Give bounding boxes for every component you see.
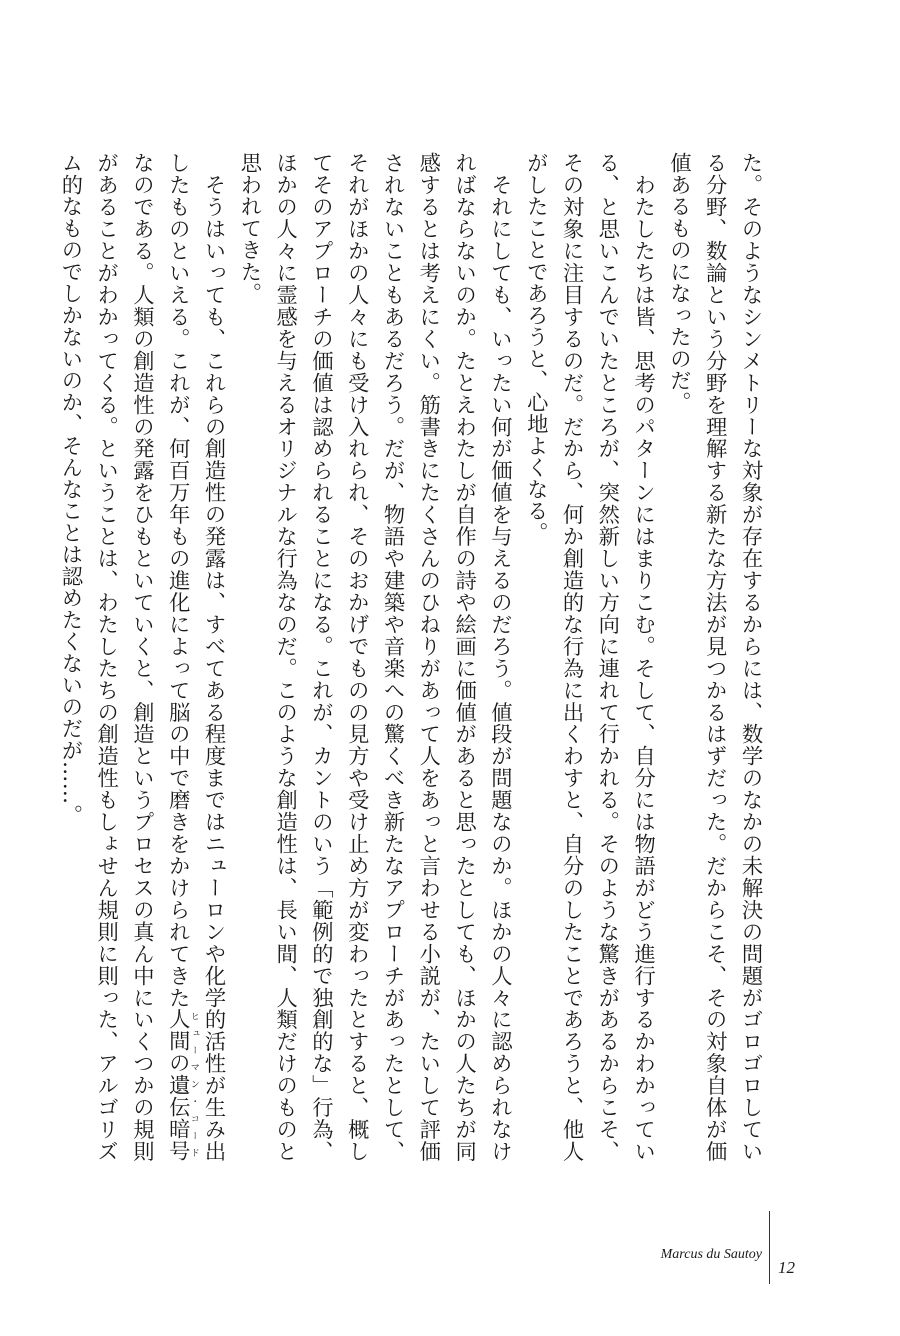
paragraph-text: なのである。人類の創造性の発露をひもといていくと、創造というプロセスの真ん中にいくつかの規則があることがわかってくる。ということは、わたしたちの創造性もしょせん規則に則った、アルゴリズム的なものでしかないのか、そんなことは認めたくないのだが……。 xyxy=(57,152,155,1162)
paragraph-text: そうはいっても、これらの創造性の発露は、すべてある程度まではニューロンや化学的活性が生み出したものといえる。これが、何百万年もの進化によって脳の中で磨きをかけられてきた xyxy=(165,152,227,1162)
body-text xyxy=(57,152,768,1163)
paragraph: それにしても、いったい何が価値を与えるのだろう。値段が問題なのか。ほかの人々に認められなければならないのか。たとえわたしが自作の詩や絵画に価値があると思ったとしても、ほかの人たちが同感するとは考えにくい。筋書きにたくさんのひねりがあって人をあっと言わせる小説が、たいして評価されないこともあるだろう。だが、物語や建築や音楽への驚くべき新たなアプローチがあったとして、それがほかの人々にも受け入れられ、そのおかげでものの見方や受け止め方が変わったとすると、概してそのアプローチの価値は認められることになる。これが、カントのいう「範例的で独創的な」行為、ほかの人々に霊感を与えるオリジナルな行為なのだ。このような創造性は、長い間、人類だけのものと思われてきた。 xyxy=(236,152,513,1162)
footer-divider xyxy=(769,1211,770,1284)
ruby-reading: ヒューマン・コード xyxy=(188,1008,199,1162)
paragraph: わたしたちは皆、思考のパターンにはまりこむ。そして、自分には物語がどう進行するかわかっている、と思いこんでいたところが、突然新しい方向に連れて行かれる。そのような驚きがあるからこそ、その対象に注目するのだ。だから、何か創造的な行為に出くわすと、自分のしたことであろうと、他人がしたことであろうと、心地よくなる。 xyxy=(523,152,656,1162)
running-footer-author: Marcus du Sautoy xyxy=(660,1247,762,1262)
paragraph: た。そのようなシンメトリーな対象が存在するからには、数学のなかの未解決の問題がゴロゴロしている分野、数論という分野を理解する新たな方法が見つかるはずだった。だからこそ、その対象自体が価値あるものになったのだ。 xyxy=(666,152,763,1162)
page-number: 12 xyxy=(778,1258,795,1277)
ruby-base: 人間の遺伝暗号 xyxy=(165,1008,191,1163)
ruby-annotation xyxy=(165,1008,199,1163)
paragraph xyxy=(52,152,231,1162)
